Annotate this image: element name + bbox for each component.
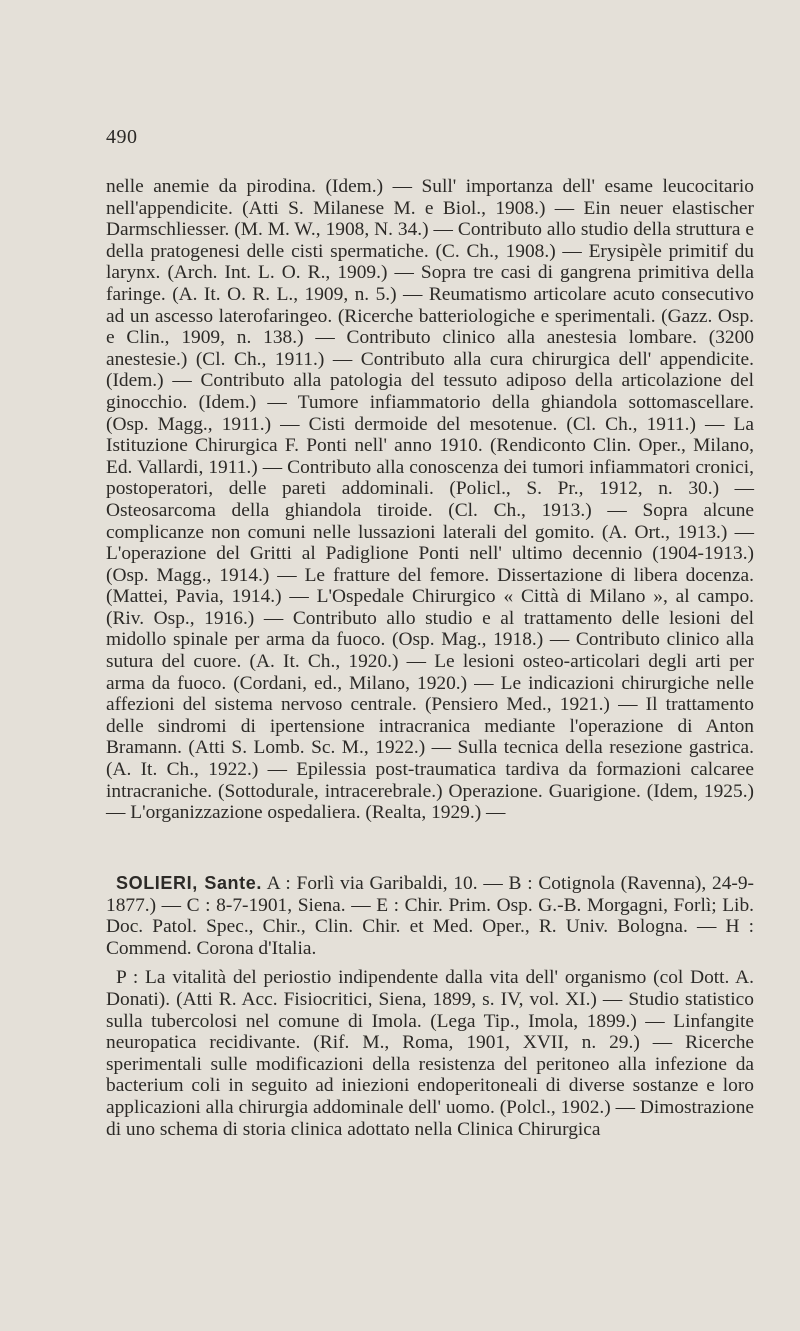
publication-list: P : La vitalità del periostio indipendente dalla vita dell' organismo (col Dott. A. Donati). (Atti R. Acc. Fisiocritici, Siena, 1899, s. IV, vol. XI.) — Studio statistico sulla tubercolosi nel comune di Imola. (Lega Tip., Imola, 1899.) — Linfangite neuropatica recidivante. (Rif. M., Roma, 1901, XVII, n. 29.) — Ricerche sperimentali sulle modificazioni della resistenza del peritoneo alla infezione da bacterium coli in seguito ad iniezioni endoperitoneali di diverse sostanze e loro applicazioni alla chirurgia addominale dell' uomo. (Polcl., 1902.) — Dimostrazione di uno schema di storia clinica adottato nella Clinica Chirurgica [106,967,754,1140]
bibliography-entry-continued [106,176,754,824]
bibliography-entry-solieri [106,873,754,1140]
entry-header [106,873,754,959]
entry-text: nelle anemie da pirodina. (Idem.) — Sull' importanza dell' esame leucocitario nell'appendicite. (Atti S. Milanese M. e Biol., 1908.) — Ein neuer elastischer Darmschliesser. (M. M. W., 1908, N. 34.) — Contributo allo studio della struttura e della pratogenesi delle cisti spermatiche. (C. Ch., 1908.) — Erysipèle primitif du larynx. (Arch. Int. L. O. R., 1909.) — Sopra tre casi di gangrena primitiva della faringe. (A. It. O. R. L., 1909, n. 5.) — Reumatismo articolare acuto consecutivo ad un ascesso laterofaringeo. (Ricerche batteriologiche e sperimentali. (Gazz. Osp. e Clin., 1909, n. 138.) — Contributo clinico alla anestesia lombare. (3200 anestesie.) (Cl. Ch., 1911.) — Contributo alla cura chirurgica dell' appendicite. (Idem.) — Contributo alla patologia del tessuto adiposo della articolazione del ginocchio. (Idem.) — Tumore infiammatorio della ghiandola sottomascellare. (Osp. Magg., 1911.) — Cisti dermoide del mesotenue. (Cl. Ch., 1911.) — La Istituzione Chirurgica F. Ponti nell' anno 1910. (Rendiconto Clin. Oper., Milano, Ed. Vallardi, 1911.) — Contributo alla conoscenza dei tumori infiammatori cronici, postoperatori, delle pareti addominali. (Policl., S. Pr., 1912, n. 30.) — Osteosarcoma della ghiandola tiroide. (Cl. Ch., 1913.) — Sopra alcune complicanze non comuni nelle lussazioni laterali del gomito. (A. Ort., 1913.) — L'operazione del Gritti al Padiglione Ponti nell' ultimo decennio (1904-1913.) (Osp. Magg., 1914.) — Le fratture del femore. Dissertazione di libera docenza. (Mattei, Pavia, 1914.) — L'Ospedale Chirurgico « Città di Milano », al campo. (Riv. Osp., 1916.) — Contributo allo studio e al trattamento delle lesioni del midollo spinale per arma da fuoco. (Osp. Mag., 1918.) — Contributo clinico alla sutura del cuore. (A. It. Ch., 1920.) — Le lesioni osteo-articolari degli arti per arma da fuoco. (Cordani, ed., Milano, 1920.) — Le indicazioni chirurgiche nelle affezioni del sistema nervoso centrale. (Pensiero Med., 1921.) — Il trattamento delle sindromi di ipertensione intracranica mediante l'operazione di Anton Bramann. (Atti S. Lomb. Sc. M., 1922.) — Sulla tecnica della resezione gastrica. (A. It. Ch., 1922.) — Epilessia post-traumatica tardiva da formazioni calcaree intracraniche. (Sottodurale, intracerebrale.) Operazione. Guarigione. (Idem, 1925.) — L'organizzazione ospedaliera. (Realta, 1929.) — [106,176,754,824]
author-name: SOLIERI, Sante. [116,873,262,893]
author-details: A : Forlì via Garibaldi, 10. — B : Cotignola (Ravenna), 24-9-1877.) — C : 8-7-1901, Siena. — E : Chir. Prim. Osp. G.-B. Morgagni, Forlì; Lib. Doc. Patol. Spec., Chir., Clin. Chir. et Med. Oper., R. Univ. Bologna. — H : Commend. Corona d'Italia. [106,873,755,959]
page-number: 490 [106,126,138,148]
